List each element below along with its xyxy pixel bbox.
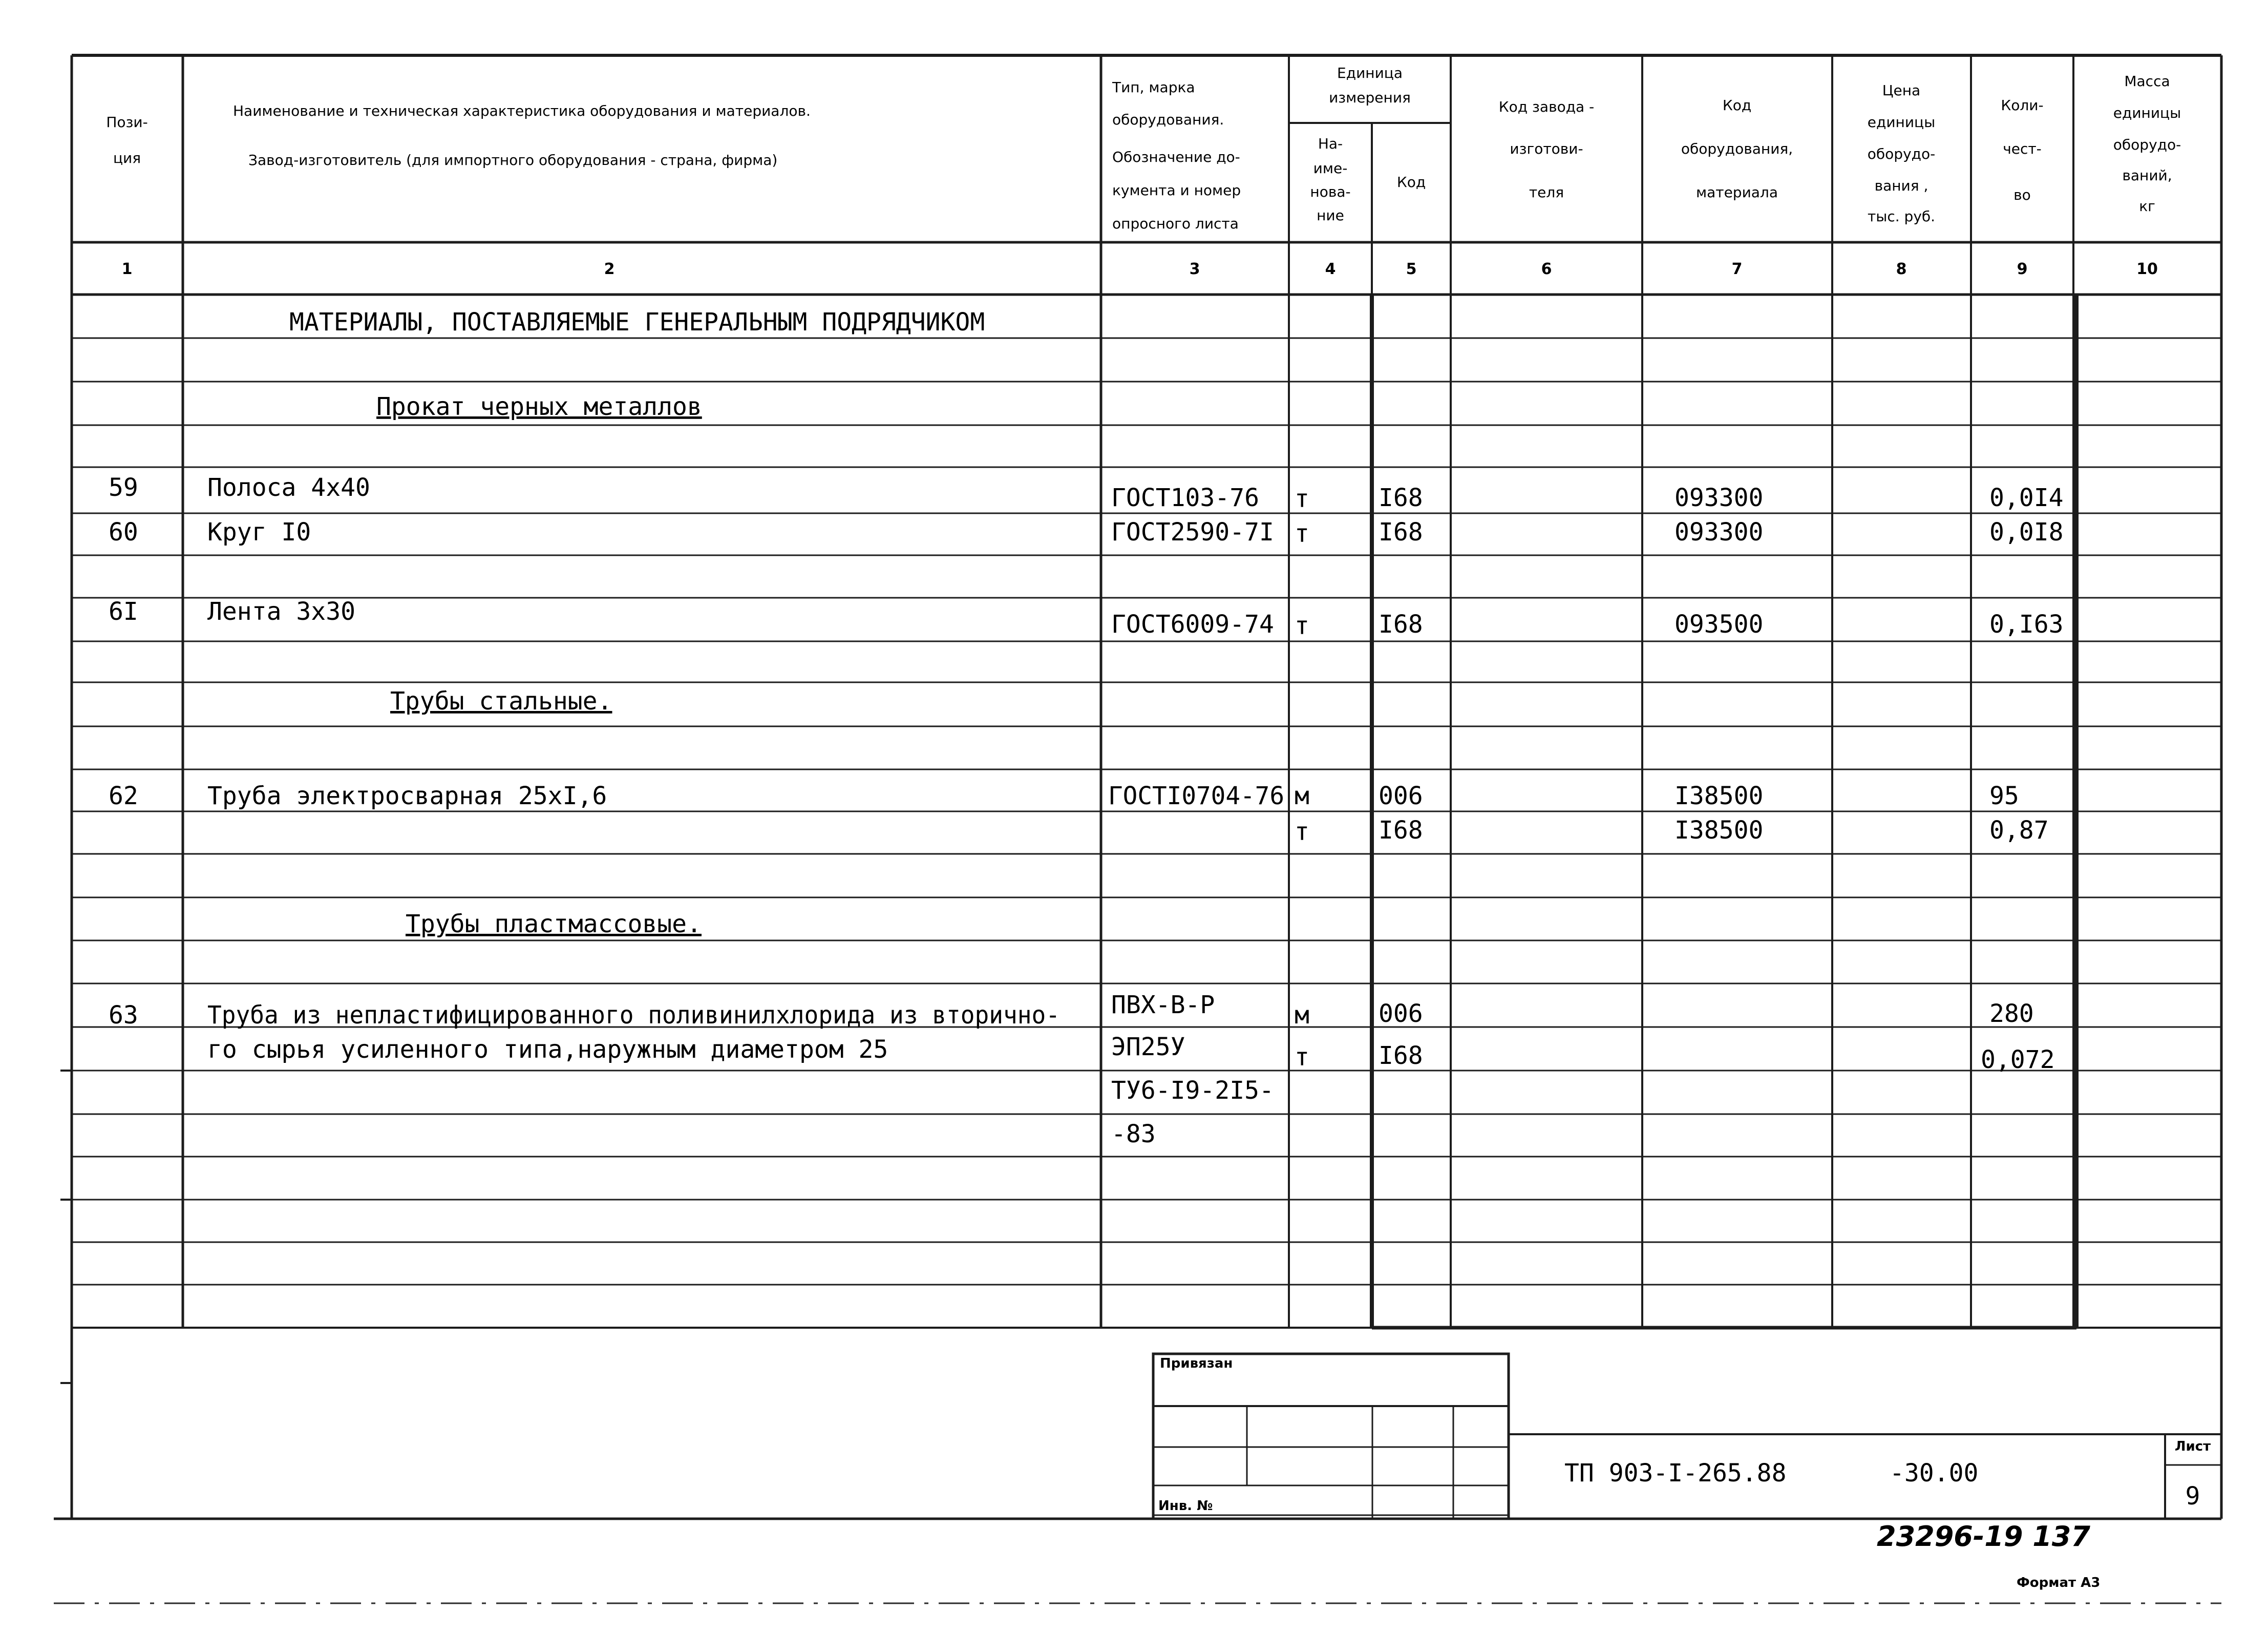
sheet-label: Лист bbox=[2174, 1439, 2211, 1454]
material-code-cell: 093300 bbox=[1674, 484, 1764, 512]
column-number: 3 bbox=[1189, 260, 1200, 278]
document-suffix: -30.00 bbox=[1890, 1459, 1979, 1488]
header-text: единицы bbox=[2113, 104, 2181, 121]
unit-name-cell: т bbox=[1295, 519, 1309, 548]
header-text: теля bbox=[1529, 184, 1564, 201]
document-cell: ГОСТ6009-74 bbox=[1111, 610, 1274, 639]
unit-code-cell: I68 bbox=[1379, 484, 1423, 512]
document-line: ТУ6-I9-2I5- bbox=[1111, 1076, 1274, 1105]
header-text: На- bbox=[1318, 135, 1343, 152]
header-col-9 bbox=[2001, 97, 2043, 203]
material-code-cell: I38500 bbox=[1674, 782, 1764, 810]
header-text: опросного листа bbox=[1112, 215, 1239, 232]
column-number: 6 bbox=[1541, 260, 1552, 278]
format-label: Формат А3 bbox=[2017, 1575, 2101, 1590]
header-col-7 bbox=[1681, 97, 1793, 201]
column-number: 7 bbox=[1731, 260, 1743, 278]
table-row bbox=[109, 473, 2064, 513]
header-col-1 bbox=[106, 114, 147, 166]
unit-code-cell: I68 bbox=[1379, 816, 1423, 845]
header-text: Пози- bbox=[106, 114, 148, 131]
table-row bbox=[109, 518, 2064, 548]
header-text: кг bbox=[2139, 198, 2155, 215]
header-text: Завод-изготовитель (для импортного оборудования - страна, фирма) bbox=[248, 152, 778, 169]
header-text: оборудования. bbox=[1112, 111, 1224, 128]
section-heading-steel-pipes: Трубы стальные. bbox=[390, 687, 612, 716]
header-text: оборудо- bbox=[2113, 136, 2181, 153]
quantity-cell: 95 bbox=[1989, 782, 2019, 810]
header-text: чест- bbox=[2003, 140, 2042, 157]
header-text: кумента и номер bbox=[1112, 182, 1241, 199]
sheet-number: 9 bbox=[2185, 1482, 2200, 1511]
table-row bbox=[207, 1033, 2055, 1074]
name-cell: Труба из непластифицированного поливинилхлорида из вторично- bbox=[207, 1001, 1060, 1030]
column-number: 2 bbox=[604, 260, 615, 278]
header-text: Коли- bbox=[2001, 97, 2044, 114]
header-text: материала bbox=[1695, 184, 1778, 201]
header-text: име- bbox=[1313, 160, 1348, 177]
inventory-number-label: Инв. № bbox=[1158, 1498, 1213, 1514]
quantity-cell: 0,072 bbox=[1981, 1045, 2055, 1074]
column-number: 8 bbox=[1896, 260, 1907, 278]
header-col-3 bbox=[1112, 79, 1241, 232]
header-text: нова- bbox=[1310, 183, 1351, 200]
quantity-cell: 280 bbox=[1989, 999, 2034, 1028]
material-code-cell: 093500 bbox=[1674, 610, 1764, 639]
document-continuation bbox=[1111, 1076, 1274, 1148]
column-number: 5 bbox=[1406, 260, 1417, 278]
header-text: Цена bbox=[1882, 82, 1921, 99]
section-headings bbox=[289, 308, 985, 938]
document-cell: ГОСТ103-76 bbox=[1111, 484, 1259, 512]
header-text: вания , bbox=[1874, 177, 1928, 194]
unit-code-cell: I68 bbox=[1379, 610, 1423, 639]
header-text: Обозначение до- bbox=[1112, 149, 1240, 165]
name-cell: Полоса 4x40 bbox=[207, 473, 370, 502]
quantity-cell: 0,87 bbox=[1989, 816, 2049, 845]
name-cell: го сырья усиленного типа,наружным диаметром 25 bbox=[207, 1035, 888, 1064]
material-code-cell: I38500 bbox=[1674, 816, 1764, 845]
document-cell: ГОСТI0704-76 bbox=[1108, 782, 1284, 810]
section-heading-general: МАТЕРИАЛЫ, ПОСТАВЛЯЕМЫЕ ГЕНЕРАЛЬНЫМ ПОДРЯДЧИКОМ bbox=[289, 308, 985, 337]
document-line: -83 bbox=[1111, 1120, 1156, 1148]
unit-name-cell: м bbox=[1295, 782, 1309, 810]
material-code-cell: 093300 bbox=[1674, 518, 1764, 547]
header-text: ние bbox=[1317, 207, 1344, 224]
position-cell: 60 bbox=[109, 518, 138, 547]
handwritten-number: 23296-19 137 bbox=[1877, 1520, 2090, 1553]
column-number: 10 bbox=[2136, 260, 2158, 278]
column-number: 4 bbox=[1325, 260, 1336, 278]
document-cell: ГОСТ2590-7I bbox=[1111, 518, 1274, 547]
header-col-6 bbox=[1499, 98, 1594, 201]
header-text: оборудо- bbox=[1867, 145, 1936, 162]
unit-name-cell: т bbox=[1295, 612, 1309, 640]
position-cell: 63 bbox=[109, 1001, 138, 1030]
header-text: Единица bbox=[1337, 65, 1403, 81]
header-text: Код bbox=[1722, 97, 1752, 114]
section-heading-plastic-pipes: Трубы пластмассовые. bbox=[406, 910, 702, 938]
header-text: во bbox=[2013, 186, 2031, 203]
header-text: единицы bbox=[1867, 114, 1936, 131]
header-col-2 bbox=[233, 102, 811, 169]
unit-code-cell: 006 bbox=[1379, 782, 1423, 810]
section-heading-rolled-metal: Прокат черных металлов bbox=[376, 392, 702, 421]
name-cell: Лента 3x30 bbox=[207, 597, 355, 626]
quantity-cell: 0,0I4 bbox=[1989, 484, 2064, 512]
name-cell: Круг I0 bbox=[207, 518, 311, 547]
position-cell: 6I bbox=[109, 597, 138, 626]
table-row bbox=[109, 597, 2064, 640]
header-col-10 bbox=[2113, 73, 2181, 215]
unit-code-cell: 006 bbox=[1379, 999, 1423, 1028]
position-cell: 62 bbox=[109, 782, 138, 810]
table-row bbox=[109, 782, 2019, 810]
header-text: ваний, bbox=[2122, 167, 2172, 184]
unit-name-cell: м bbox=[1295, 1001, 1309, 1030]
unit-name-cell: т bbox=[1295, 818, 1309, 846]
header-text: Масса bbox=[2124, 73, 2170, 90]
unit-code-cell: I68 bbox=[1379, 1041, 1423, 1070]
header-text: Тип, марка bbox=[1112, 79, 1195, 96]
name-cell: Труба электросварная 25xI,6 bbox=[207, 782, 607, 810]
column-number: 1 bbox=[121, 260, 133, 278]
header-text: Код bbox=[1396, 174, 1426, 191]
table-row bbox=[109, 991, 2034, 1030]
header-text: изготови- bbox=[1510, 140, 1583, 157]
header-text: Наименование и техническая характеристика оборудования и материалов. bbox=[233, 102, 811, 119]
unit-name-cell: т bbox=[1295, 1043, 1309, 1072]
table-row bbox=[1295, 816, 2049, 846]
document-cell: ПВХ-В-Р bbox=[1111, 991, 1215, 1019]
header-text: ция bbox=[113, 150, 141, 166]
header-text: тыс. руб. bbox=[1867, 208, 1936, 225]
document-designation: ТП 903-I-265.88 bbox=[1564, 1459, 1787, 1488]
title-block bbox=[1153, 1354, 2221, 1519]
bound-label: Привязан bbox=[1160, 1356, 1233, 1371]
header-text: Код завода - bbox=[1498, 98, 1595, 115]
document-cell: ЭП25У bbox=[1111, 1033, 1185, 1061]
position-cell: 59 bbox=[109, 473, 138, 502]
column-number: 9 bbox=[2017, 260, 2028, 278]
header-text: оборудования, bbox=[1681, 140, 1793, 157]
quantity-cell: 0,I63 bbox=[1989, 610, 2064, 639]
unit-name-cell: т bbox=[1295, 485, 1309, 513]
header-col-8 bbox=[1868, 82, 1935, 225]
header-unit-group bbox=[1310, 65, 1426, 224]
header-text: измерения bbox=[1329, 89, 1411, 106]
unit-code-cell: I68 bbox=[1379, 518, 1423, 547]
quantity-cell: 0,0I8 bbox=[1989, 518, 2064, 547]
column-numbers-row bbox=[122, 260, 2158, 278]
